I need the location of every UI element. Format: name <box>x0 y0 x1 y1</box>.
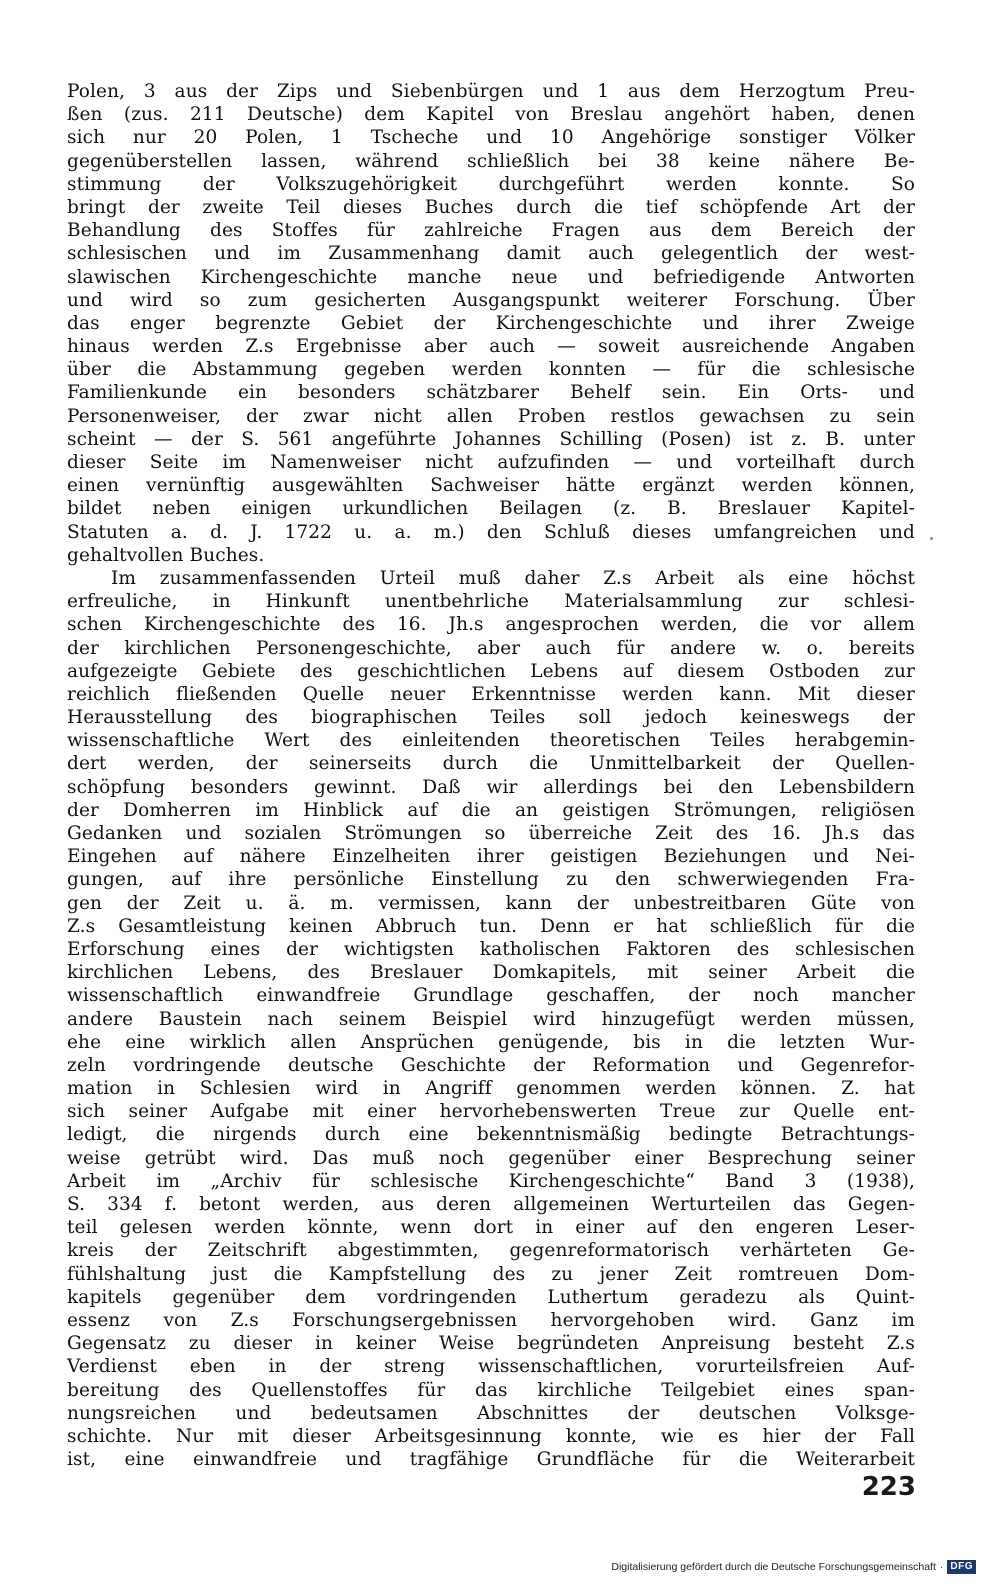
text-line: fühlshaltung just die Kampfstellung des zu jener Zeit romtreuen Dom- <box>67 1263 915 1285</box>
text-line: Arbeit im „Archiv für schlesische Kirchengeschichte“ Band 3 (1938), <box>67 1170 915 1192</box>
text-line: Eingehen auf nähere Einzelheiten ihrer geistigen Beziehungen und Nei- <box>67 846 915 868</box>
credit-separator: · <box>939 1561 944 1573</box>
text-line: mation in Schlesien wird in Angriff genommen werden können. Z. hat <box>67 1078 915 1100</box>
digitization-credit <box>611 1558 976 1576</box>
text-line: Z.s Gesamtleistung keinen Abbruch tun. Denn er hat schließlich für die <box>67 915 915 937</box>
text-line: wissenschaftlich einwandfreie Grundlage geschaffen, der noch mancher <box>67 985 915 1007</box>
text-line: kapitels gegenüber dem vordringenden Luthertum geradezu als Quint- <box>67 1286 915 1308</box>
text-line: Familienkunde ein besonders schätzbarer Behelf sein. Ein Orts- und <box>67 382 915 404</box>
text-line: S. 334 f. betont werden, aus deren allgemeinen Werturteilen das Gegen- <box>67 1194 915 1215</box>
text-line: der kirchlichen Personengeschichte, aber auch für andere w. o. bereits <box>67 637 915 659</box>
text-line: Statuten a. d. J. 1722 u. a. m.) den Schluß dieses umfangreichen und <box>67 521 915 543</box>
text-line: stimmung der Volkszugehörigkeit durchgeführt werden konnte. So <box>67 173 915 195</box>
text-line: zeln vordringende deutsche Geschichte der Reformation und Gegenrefor- <box>67 1054 915 1076</box>
text-line: das enger begrenzte Gebiet der Kirchengeschichte und ihrer Zweige <box>67 312 915 334</box>
text-line: gehaltvollen Buches. <box>67 544 265 566</box>
text-line: Polen, 3 aus der Zips und Siebenbürgen und 1 aus dem Herzogtum Preu- <box>67 81 915 102</box>
text-line: schichte. Nur mit dieser Arbeitsgesinnung konnte, wie es hier der Fall <box>67 1425 915 1447</box>
text-line: reichlich fließenden Quelle neuer Erkenntnisse werden kann. Mit dieser <box>67 683 915 705</box>
text-line: schöpfung besonders gewinnt. Daß wir allerdings bei den Lebensbildern <box>67 776 915 798</box>
digitization-credit-text: Digitalisierung gefördert durch die Deutsche Forschungsgemeinschaft <box>611 1561 936 1573</box>
text-line: ehe eine wirklich allen Ansprüchen genügende, bis in die letzten Wur- <box>67 1031 915 1053</box>
text-line: Verdienst eben in der streng wissenschaftlichen, vorurteilsfreien Auf- <box>67 1356 915 1378</box>
text-line: teil gelesen werden könnte, wenn dort in einer auf den engeren Leser- <box>67 1217 915 1239</box>
text-line: slawischen Kirchengeschichte manche neue und befriedigende Antworten <box>67 266 915 288</box>
text-line: und wird so zum gesicherten Ausgangspunkt weiterer Forschung. Über <box>67 289 915 311</box>
text-line: schen Kirchengeschichte des 16. Jh.s angesprochen werden, die vor allem <box>67 614 915 636</box>
text-line: kirchlichen Lebens, des Breslauer Domkapitels, mit seiner Arbeit die <box>67 962 915 984</box>
text-line: Erforschung eines der wichtigsten katholischen Faktoren des schlesischen <box>67 938 915 960</box>
text-line: essenz von Z.s Forschungsergebnissen hervorgehoben wird. Ganz im <box>67 1309 915 1331</box>
text-line: weise getrübt wird. Das muß noch gegenüber einer Besprechung seiner <box>67 1147 915 1169</box>
text-line: bringt der zweite Teil dieses Buches durch die tief schöpfende Art der <box>67 196 915 218</box>
text-line: Personenweiser, der zwar nicht allen Proben restlos gewachsen zu sein <box>67 405 915 427</box>
text-line: bildet neben einigen urkundlichen Beilagen (z. B. Breslauer Kapitel- <box>67 498 915 520</box>
text-line: dieser Seite im Namenweiser nicht aufzufinden — und vorteilhaft durch <box>67 452 915 473</box>
text-line: hinaus werden Z.s Ergebnisse aber auch — soweit ausreichende Angaben <box>67 336 915 358</box>
text-line: der Domherren im Hinblick auf die an geistigen Strömungen, religiösen <box>67 799 915 821</box>
text-line: gungen, auf ihre persönliche Einstellung zu den schwerwiegenden Fra- <box>67 869 915 891</box>
text-line: aufgezeigte Gebiete des geschichtlichen Lebens auf diesem Ostboden zur <box>67 660 915 682</box>
text-line: über die Abstammung gegeben werden konnten — für die schlesische <box>67 359 915 381</box>
text-line: Im zusammenfassenden Urteil muß daher Z.s Arbeit als eine höchst <box>111 567 915 589</box>
text-line: ledigt, die nirgends durch eine bekenntnismäßig bedingte Betrachtungs- <box>67 1124 915 1146</box>
dfg-logo: DFG <box>947 1560 976 1574</box>
text-line: Gegensatz zu dieser in keiner Weise begründeten Anpreisung besteht Z.s <box>67 1333 915 1355</box>
text-line: nungsreichen und bedeutsamen Abschnittes der deutschen Volksge- <box>67 1402 915 1424</box>
text-line: wissenschaftliche Wert des einleitenden theoretischen Teiles herabgemin- <box>67 730 915 752</box>
text-line: sich nur 20 Polen, 1 Tscheche und 10 Angehörige sonstiger Völker <box>67 127 915 149</box>
text-line: kreis der Zeitschrift abgestimmten, gegenreformatorisch verhärteten Ge- <box>67 1240 915 1262</box>
text-line: gegenüberstellen lassen, während schließlich bei 38 keine nähere Be- <box>67 150 915 172</box>
text-line: Herausstellung des biographischen Teiles soll jedoch keineswegs der <box>67 707 915 729</box>
text-line: sich seiner Aufgabe mit einer hervorhebenswerten Treue zur Quelle ent- <box>67 1101 915 1123</box>
text-line: Behandlung des Stoffes für zahlreiche Fragen aus dem Bereich der <box>67 220 915 242</box>
text-line: bereitung des Quellenstoffes für das kirchliche Teilgebiet eines span- <box>67 1379 915 1401</box>
text-line: dert werden, der seinerseits durch die Unmittelbarkeit der Quellen- <box>67 753 915 775</box>
text-line: schlesischen und im Zusammenhang damit auch gelegentlich der west- <box>67 243 915 265</box>
text-line: andere Baustein nach seinem Beispiel wird hinzugefügt werden müssen, <box>67 1008 915 1030</box>
text-line: gen der Zeit u. ä. m. vermissen, kann der unbestreitbaren Güte von <box>67 892 915 914</box>
text-line: ßen (zus. 211 Deutsche) dem Kapitel von Breslau angehört haben, denen <box>67 104 915 126</box>
body-text <box>67 80 915 1471</box>
text-line: Gedanken und sozialen Strömungen so überreiche Zeit des 16. Jh.s das <box>67 823 915 844</box>
text-line: ist, eine einwandfreie und tragfähige Grundfläche für die Weiterarbeit <box>67 1449 915 1471</box>
scan-dust-mark <box>930 537 933 540</box>
page-number: 223 <box>861 1472 916 1502</box>
text-line: scheint — der S. 561 angeführte Johannes Schilling (Posen) ist z. B. unter <box>67 428 915 450</box>
text-line: erfreuliche, in Hinkunft unentbehrliche Materialsammlung zur schlesi- <box>67 591 915 613</box>
text-line: einen vernünftig ausgewählten Sachweiser hätte ergänzt werden können, <box>67 475 915 497</box>
